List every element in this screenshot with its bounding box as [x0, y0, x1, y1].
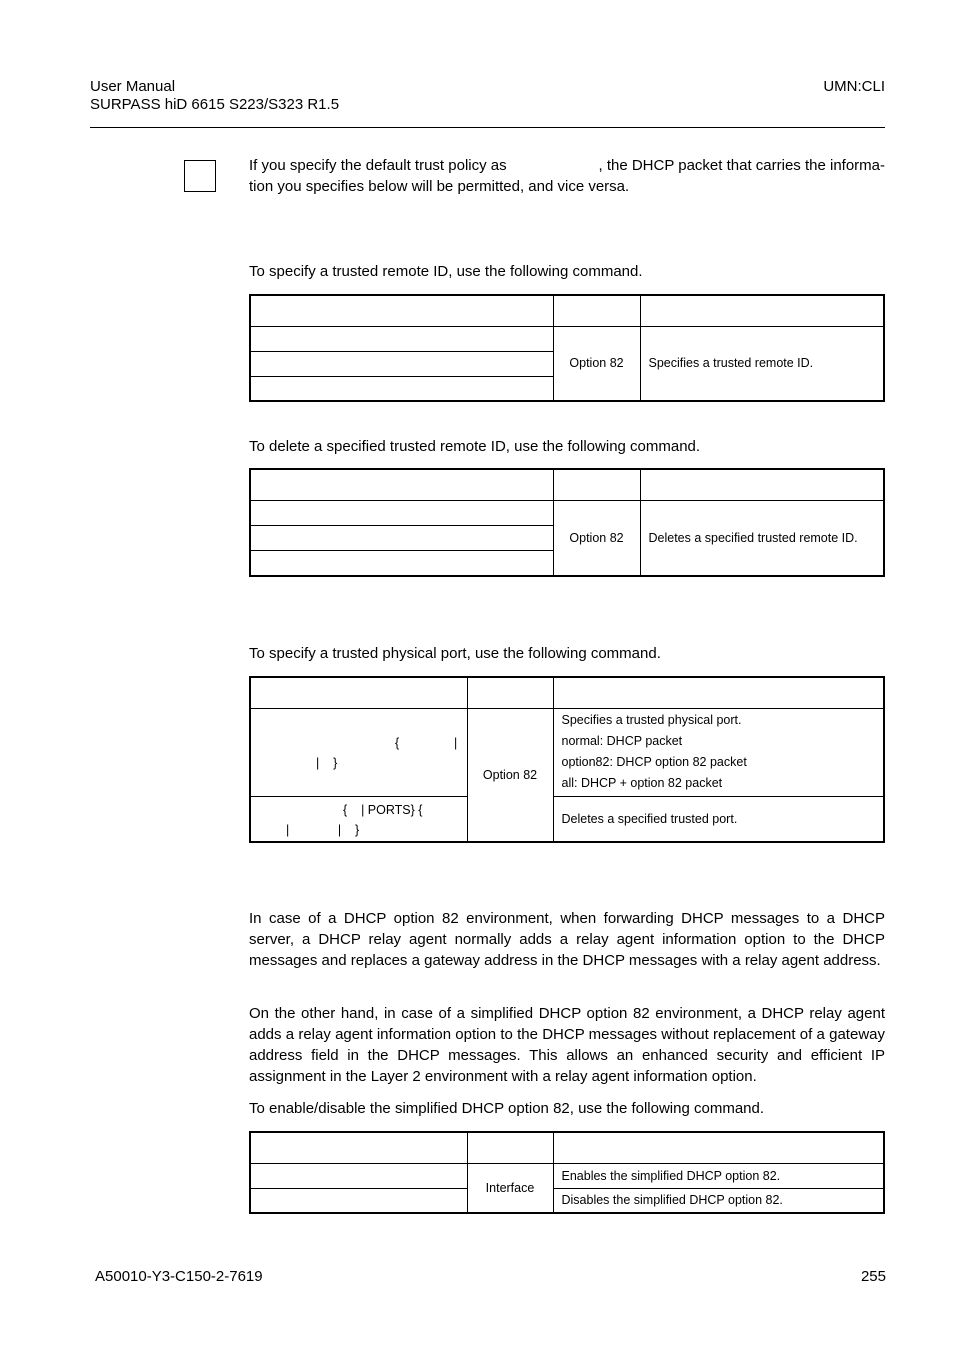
table-row [250, 1163, 884, 1188]
header-rule [90, 127, 885, 128]
footer-doc-id: A50010-Y3-C150-2-7619 [95, 1268, 263, 1285]
section3-row1-sym-b: | [454, 735, 458, 750]
section3-row2-command [250, 796, 467, 842]
section1-command-table [249, 294, 885, 402]
table-row [250, 1188, 884, 1213]
section4-paragraph-2: On the other hand, in case of a simplified DHCP option 82 environment, a DHCP relay agent adds a relay agent information option to the DHCP messages without replacement of a gateway address field in the DHCP messages. This allows an enhanced security and efficient IP assignment in the Layer 2 environment with a relay agent information option. [249, 1005, 885, 1085]
section2-mode: Option 82 [553, 500, 640, 576]
section4-desc-enable: Enables the simplified DHCP option 82. [553, 1163, 884, 1188]
section4-intro: To enable/disable the simplified DHCP option 82, use the following command. [249, 1100, 765, 1117]
footer-page-number: 255 [860, 1268, 886, 1285]
section2-description: Deletes a specified trusted remote ID. [640, 500, 884, 576]
section3-command-table [249, 676, 885, 843]
section3-row2-description: Deletes a specified trusted port. [553, 796, 884, 842]
section1-intro: To specify a trusted remote ID, use the following command. [249, 263, 643, 280]
section3-desc-line: Specifies a trusted physical port. [561, 713, 742, 727]
section3-row1-sym-a: { [395, 735, 400, 750]
note-text [249, 155, 885, 197]
header-manual-title: User Manual [90, 78, 176, 95]
section3-row1-command [250, 708, 467, 796]
section1-mode: Option 82 [553, 326, 640, 401]
header-section-label: UMN:CLI [823, 78, 885, 95]
table-header-row [250, 295, 884, 326]
table-row [250, 708, 884, 796]
section3-desc-line: normal: DHCP packet [561, 734, 683, 748]
section3-desc-line: all: DHCP + option 82 packet [561, 776, 723, 790]
section4-desc-disable: Disables the simplified DHCP option 82. [553, 1188, 884, 1213]
section4-paragraph-1: In case of a DHCP option 82 environment, when forwarding DHCP messages to a DHCP server, a DHCP relay agent normally adds a relay agent information option to the DHCP messages and replaces a gateway address in the DHCP messages with a relay agent address. [249, 910, 885, 969]
note-icon [184, 160, 216, 192]
table-row [250, 326, 884, 351]
table-header-row [250, 469, 884, 500]
section3-mode: Option 82 [467, 708, 553, 842]
note-text-a: If you specify the default trust policy as [249, 157, 507, 174]
section2-command-table [249, 468, 885, 577]
table-row [250, 796, 884, 842]
note-text-b: , the DHCP packet that carries the informa- [598, 157, 885, 174]
section3-row1-sym-c: | } [316, 755, 338, 770]
section3-desc-line: option82: DHCP option 82 packet [561, 755, 747, 769]
section4-mode: Interface [467, 1163, 553, 1213]
section3-row1-description [553, 708, 884, 796]
table-row [250, 500, 884, 525]
section2-intro: To delete a specified trusted remote ID, use the following command. [249, 438, 701, 455]
section3-row2-line2: | | } [286, 822, 360, 837]
section3-row2-line1: { | PORTS} { [343, 802, 423, 817]
section3-intro: To specify a trusted physical port, use the following command. [249, 645, 661, 662]
table-header-row [250, 677, 884, 708]
section1-description: Specifies a trusted remote ID. [640, 326, 884, 401]
section4-command-table [249, 1131, 885, 1214]
header-product-name: SURPASS hiD 6615 S223/S323 R1.5 [90, 96, 340, 113]
table-header-row [250, 1132, 884, 1163]
note-text-line2: tion you specifies below will be permitted, and vice versa. [249, 178, 630, 195]
